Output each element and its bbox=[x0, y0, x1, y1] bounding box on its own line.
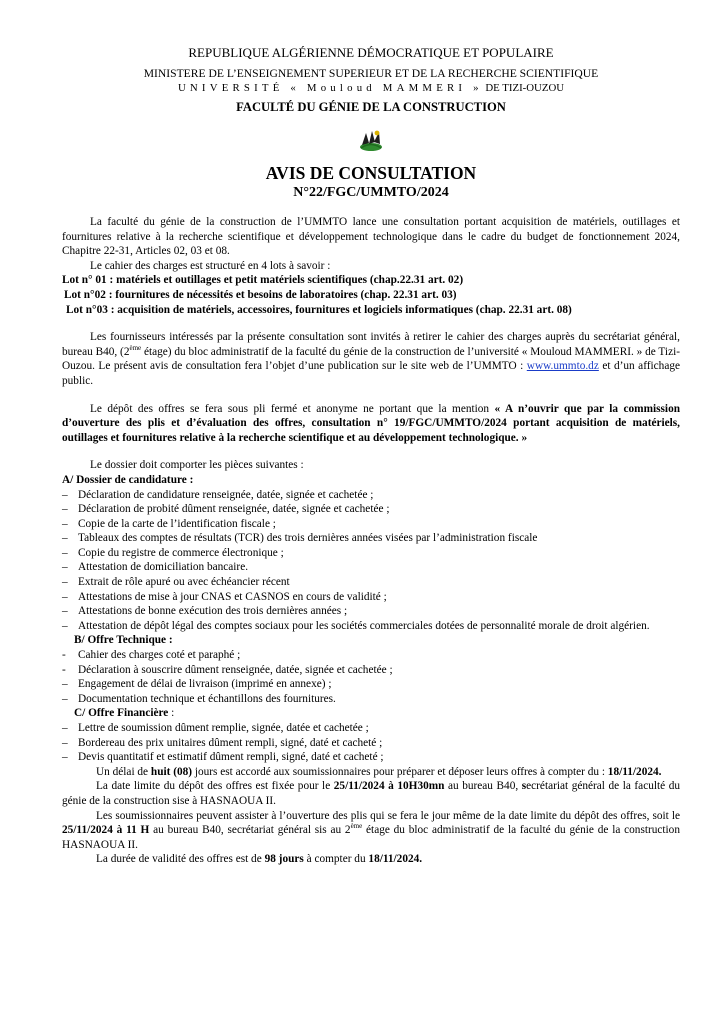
website-link[interactable]: www.ummto.dz bbox=[526, 360, 599, 373]
list-item: – Attestation de dépôt légal des comptes sociaux pour les sociétés commerciales dotées de personnalité morale de droit algérien. bbox=[62, 619, 650, 632]
lot-item: Lot n° 01 : matériels et outillages et petit matériels scientifiques (chap.22.31 art. 02) bbox=[62, 274, 464, 287]
section-b-title: B/ Offre Technique : bbox=[74, 634, 173, 647]
list-item: – Lettre de soumission dûment remplie, signée, datée et cachetée ; bbox=[62, 722, 369, 734]
list-item: – Devis quantitatif et estimatif dûment rempli, signé, daté et cacheté ; bbox=[62, 751, 384, 764]
list-item: – Déclaration de candidature renseignée, datée, signée et cachetée ; bbox=[62, 488, 374, 501]
ouverture-paragraph: Les soumissionnaires peuvent assister à l’ouverture des plis qui se fera le jour même de la date limite du dépôt des offres, soit le 25/11/2024 à 11 H au bureau B40, secrétariat général sis au 2ème étage du bloc administratif de la faculté du génie de la construction HASNAOUA II. bbox=[62, 809, 680, 851]
list-item: – Engagement de délai de livraison (imprimé en annexe) ; bbox=[62, 678, 332, 691]
faculty-heading: FACULTÉ DU GÉNIE DE LA CONSTRUCTION bbox=[236, 100, 506, 114]
dossier-intro: Le dossier doit comporter les pièces suivantes : bbox=[90, 459, 304, 472]
document-title: AVIS DE CONSULTATION bbox=[265, 163, 477, 183]
list-item: – Déclaration de probité dûment renseignée, datée, signée et cachetée ; bbox=[62, 503, 390, 516]
document-reference: N°22/FGC/UMMTO/2024 bbox=[293, 185, 449, 200]
list-item: - Déclaration à souscrire dûment renseignée, datée, signée et cachetée ; bbox=[62, 663, 393, 676]
faculty-logo bbox=[62, 127, 680, 157]
university-city: DE TIZI-OUZOU bbox=[482, 82, 565, 94]
list-item: – Attestations de mise à jour CNAS et CASNOS en cours de validité ; bbox=[62, 590, 387, 603]
list-item: – Copie de la carte de l’identification fiscale ; bbox=[62, 517, 276, 530]
university-name: UNIVERSITÉ « Mouloud MAMMERI » bbox=[177, 82, 483, 94]
section-a-title: A/ Dossier de candidature : bbox=[62, 473, 194, 486]
university-heading bbox=[62, 81, 680, 95]
section-a-list bbox=[62, 488, 680, 634]
faculty-logo-icon bbox=[357, 127, 385, 153]
validite-paragraph: La durée de validité des offres est de 98 jours à compter du 18/11/2024. bbox=[96, 853, 423, 866]
republic-heading: REPUBLIQUE ALGÉRIENNE DÉMOCRATIQUE ET POPULAIRE bbox=[188, 45, 554, 60]
section-c-title: C/ Offre Financière : bbox=[74, 707, 175, 720]
list-item: – Documentation technique et échantillons des fournitures. bbox=[62, 692, 336, 705]
section-b-list bbox=[62, 648, 680, 706]
list-item: – Bordereau des prix unitaires dûment rempli, signé, daté et cacheté ; bbox=[62, 736, 383, 749]
intro-paragraph: La faculté du génie de la construction de l’UMMTO lance une consultation portant acquisition de matériels, outillages et fournitures relative à la recherche scientifique et développement technologique dans le cadre du budget de fonctionnement 2024, Chapitre 22-31, Articles 02, 03 et 08. bbox=[62, 216, 680, 258]
list-item: – Attestation de domiciliation bancaire. bbox=[62, 561, 249, 574]
ministry-heading: MINISTERE DE L’ENSEIGNEMENT SUPERIEUR ET DE LA RECHERCHE SCIENTIFIQUE bbox=[143, 67, 599, 80]
list-item: – Extrait de rôle apuré ou avec échéancier récent bbox=[62, 576, 290, 589]
fournisseurs-paragraph: Les fournisseurs intéressés par la présente consultation sont invités à retirer le cahier des charges auprès du secrétariat général, bureau B40, (2ème étage) du bloc administratif de la faculté du génie de la construction de l’université « Mouloud MAMMERI. » de Tizi-Ouzou. Le présent avis de consultation fera l’objet d’une publication sur le site web de l’UMMTO : www.ummto.dz et d’un affichage public. bbox=[62, 331, 680, 387]
list-item: – Attestations de bonne exécution des trois dernières années ; bbox=[62, 605, 348, 618]
lot-item: Lot n°02 : fournitures de nécessités et besoins de laboratoires (chap. 22.31 art. 03) bbox=[64, 288, 457, 301]
lot-item: Lot n°03 : acquisition de matériels, accessoires, fournitures et logiciels informatiques (chap. 22.31 art. 08) bbox=[66, 303, 572, 316]
list-item: – Copie du registre de commerce électronique ; bbox=[62, 546, 284, 559]
depot-paragraph: Le dépôt des offres se fera sous pli fermé et anonyme ne portant que la mention « A n’ouvrir que par la commission d’ouverture des plis et d’évaluation des offres, consultation n° 19/FGC/UMMTO/2024 portant acquisition de matériels, outillages et fournitures relative à la recherche scientifique et au développement technologique. » bbox=[62, 402, 680, 444]
cahier-structure-line: Le cahier des charges est structuré en 4 lots à savoir : bbox=[90, 259, 331, 272]
date-limite-paragraph: La date limite du dépôt des offres est fixée pour le 25/11/2024 à 10H30mn au bureau B40, secrétariat général de la faculté du génie de la construction sise à HASNAOUA II. bbox=[62, 780, 681, 807]
delai-paragraph: Un délai de huit (08) jours est accordé aux soumissionnaires pour préparer et déposer leurs offres à compter du : 18/11/2024. bbox=[96, 765, 662, 778]
list-item: – Tableaux des comptes de résultats (TCR) des trois dernières années visées par l’administration fiscale bbox=[62, 532, 538, 545]
list-item: - Cahier des charges coté et paraphé ; bbox=[62, 649, 241, 662]
section-c-list bbox=[62, 721, 680, 765]
